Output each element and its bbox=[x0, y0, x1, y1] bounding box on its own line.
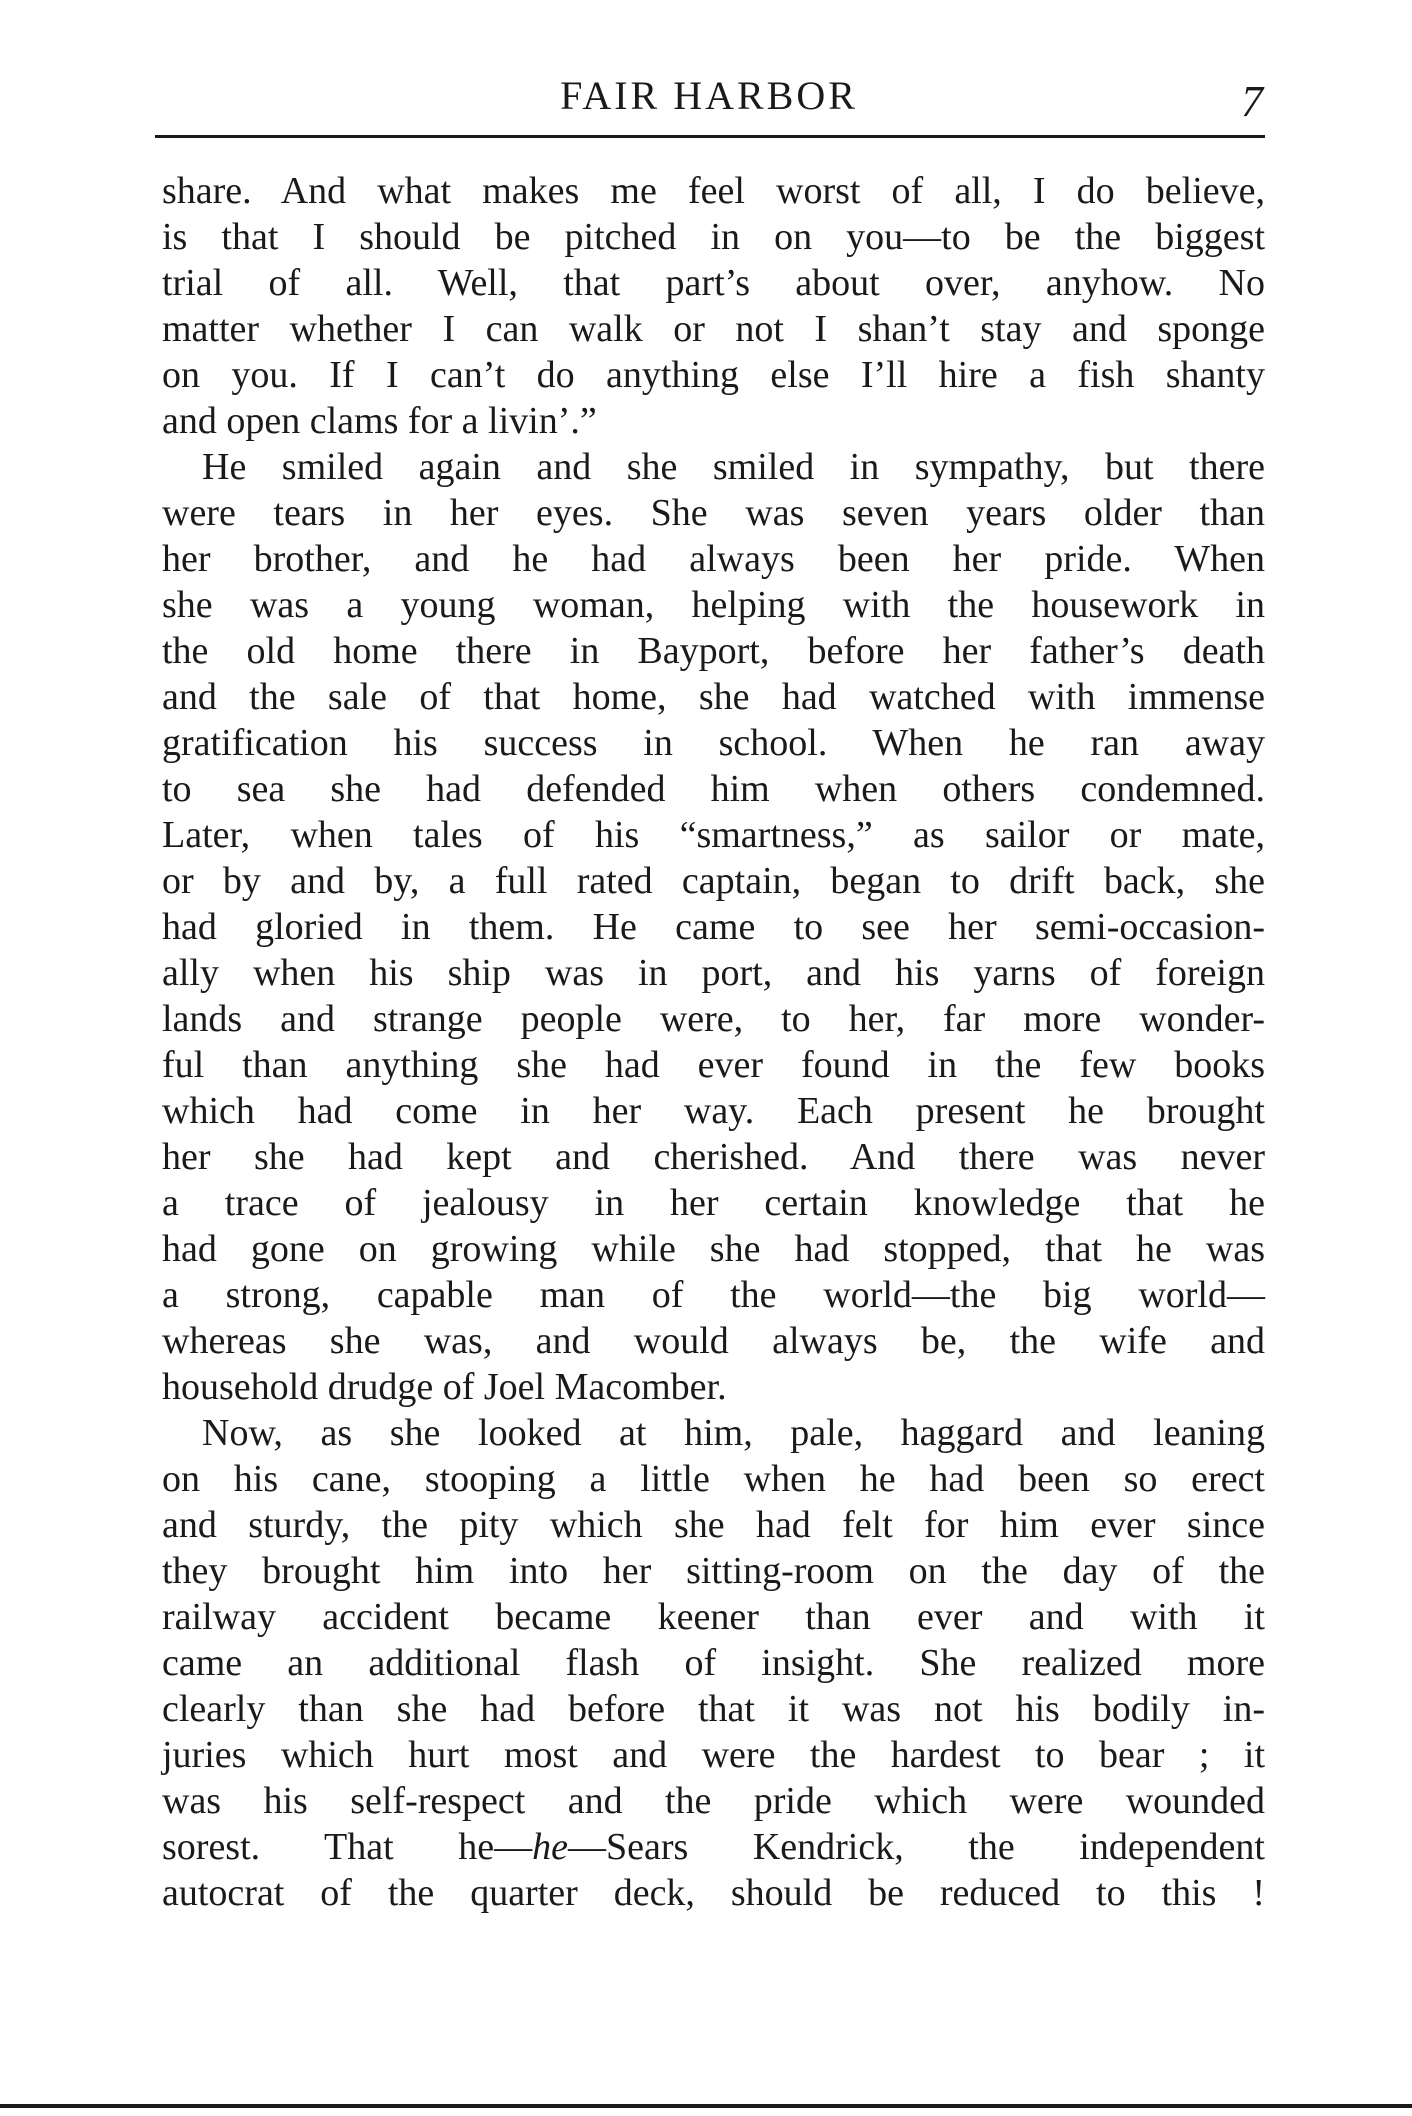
page-bottom-edge bbox=[0, 2104, 1412, 2108]
text-line: her brother, and he had always been her pride. When bbox=[162, 538, 1265, 580]
page-number: 7 bbox=[1241, 77, 1263, 126]
text-line: gratification his success in school. When he ran away bbox=[162, 722, 1265, 764]
text-line: to sea she had defended him when others condemned. bbox=[162, 768, 1265, 810]
text-line: on his cane, stooping a little when he had been so erect bbox=[162, 1458, 1265, 1500]
text-line: which had come in her way. Each present he brought bbox=[162, 1090, 1265, 1132]
text-line: ally when his ship was in port, and his yarns of foreign bbox=[162, 952, 1265, 994]
text-line: on you. If I can’t do anything else I’ll hire a fish shanty bbox=[162, 354, 1265, 396]
text-line: trial of all. Well, that part’s about over, anyhow. No bbox=[162, 262, 1265, 304]
text-line: whereas she was, and would always be, the wife and bbox=[162, 1320, 1265, 1362]
text-line: had gloried in them. He came to see her semi-occasion- bbox=[162, 906, 1265, 948]
page-header bbox=[155, 68, 1263, 130]
text-line: matter whether I can walk or not I shan’t stay and sponge bbox=[162, 308, 1265, 350]
text-line: clearly than she had before that it was not his bodily in- bbox=[162, 1688, 1265, 1730]
paragraph-start-line: Now, as she looked at him, pale, haggard and leaning bbox=[202, 1412, 1265, 1454]
text-line: and open clams for a livin’.” bbox=[162, 400, 597, 442]
text-line: they brought him into her sitting-room on the day of the bbox=[162, 1550, 1265, 1592]
body-text bbox=[162, 168, 1265, 1916]
text-line: lands and strange people were, to her, far more wonder- bbox=[162, 998, 1265, 1040]
text-line: railway accident became keener than ever and with it bbox=[162, 1596, 1265, 1638]
running-head: FAIR HARBOR bbox=[560, 73, 858, 118]
text-line: share. And what makes me feel worst of all, I do believe, bbox=[162, 170, 1265, 212]
text-line: and sturdy, the pity which she had felt for him ever since bbox=[162, 1504, 1265, 1546]
text-line: ful than anything she had ever found in the few books bbox=[162, 1044, 1265, 1086]
text-line bbox=[162, 1824, 1265, 1870]
text-line: autocrat of the quarter deck, should be reduced to this ! bbox=[162, 1872, 1265, 1914]
text-line: she was a young woman, helping with the housework in bbox=[162, 584, 1265, 626]
text-line: household drudge of Joel Macomber. bbox=[162, 1366, 727, 1408]
text-line: was his self-respect and the pride which were wounded bbox=[162, 1780, 1265, 1822]
paragraph-start-line: He smiled again and she smiled in sympathy, but there bbox=[202, 446, 1265, 488]
text-line: the old home there in Bayport, before her father’s death bbox=[162, 630, 1265, 672]
text-line: Later, when tales of his “smartness,” as sailor or mate, bbox=[162, 814, 1265, 856]
text-line: a strong, capable man of the world—the big world— bbox=[162, 1274, 1265, 1316]
text-line: or by and by, a full rated captain, began to drift back, she bbox=[162, 860, 1265, 902]
text-line: her she had kept and cherished. And there was never bbox=[162, 1136, 1265, 1178]
header-rule bbox=[155, 135, 1265, 138]
text-line: came an additional flash of insight. She realized more bbox=[162, 1642, 1265, 1684]
italic-emphasis: he bbox=[532, 1826, 568, 1868]
text-line: had gone on growing while she had stopped, that he was bbox=[162, 1228, 1265, 1270]
text-line: and the sale of that home, she had watched with immense bbox=[162, 676, 1265, 718]
text-line: is that I should be pitched in on you—to be the biggest bbox=[162, 216, 1265, 258]
text-segment: sorest. That he— bbox=[162, 1826, 533, 1868]
text-segment: —Sears Kendrick, the independent bbox=[567, 1826, 1265, 1868]
text-line: were tears in her eyes. She was seven years older than bbox=[162, 492, 1265, 534]
text-line: juries which hurt most and were the hardest to bear ; it bbox=[162, 1734, 1265, 1776]
text-line: a trace of jealousy in her certain knowledge that he bbox=[162, 1182, 1265, 1224]
